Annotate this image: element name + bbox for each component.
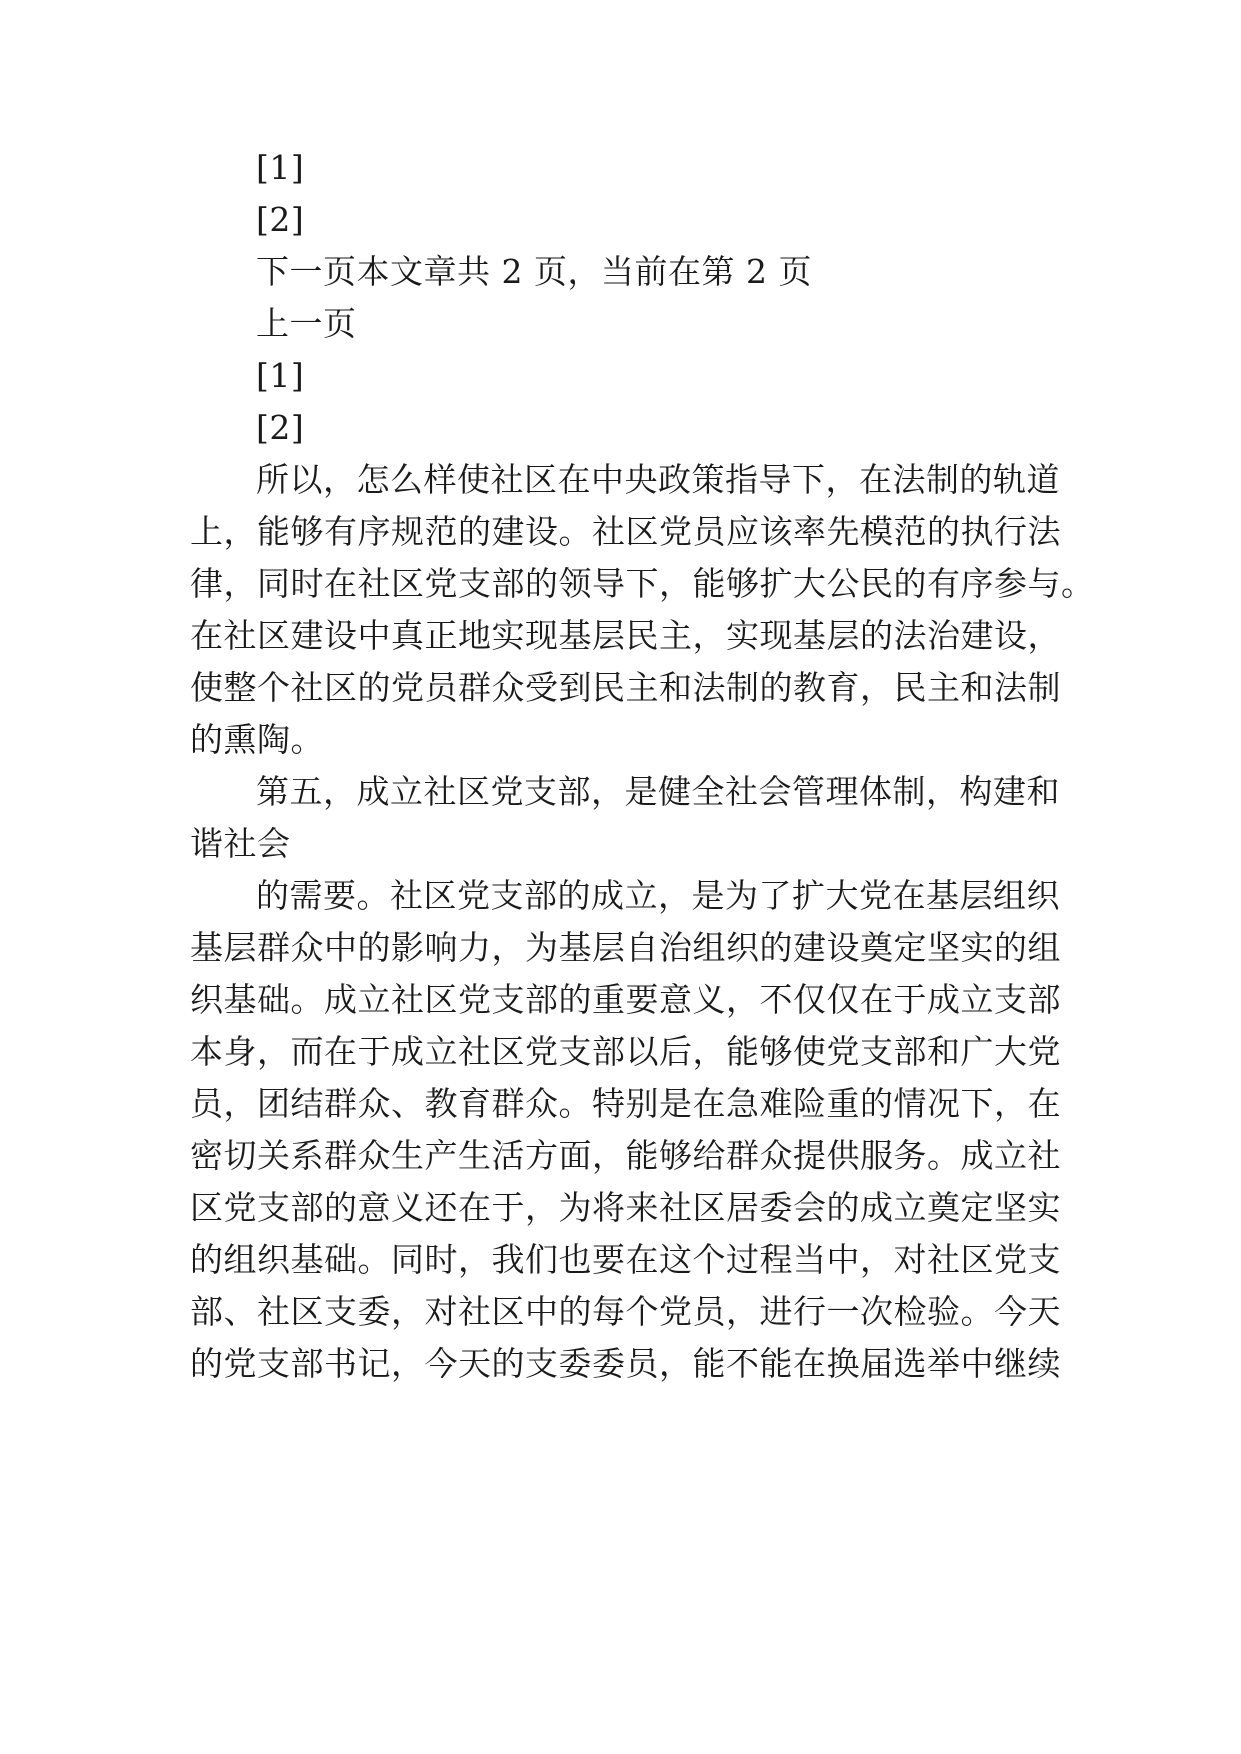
page-link-1-bottom[interactable]: [1] [256,356,305,395]
paragraph-1-line: 在社区建设中真正地实现基层民主，实现基层的法治建设， [190,616,1061,655]
paragraph-3-line: 的党支部书记，今天的支委委员，能不能在换届选举中继续 [190,1344,1061,1383]
paragraph-1-line: 的熏陶。 [190,720,324,759]
page-link-2-bottom[interactable]: [2] [256,408,305,447]
paragraph-3-line: 密切关系群众生产生活方面，能够给群众提供服务。成立社 [190,1136,1061,1175]
page-link-2-top[interactable]: [2] [256,200,305,239]
paragraph-1-line: 所以，怎么样使社区在中央政策指导下，在法制的轨道 [256,460,1060,499]
prev-page-link[interactable]: 上一页 [256,304,357,343]
paragraph-1-line: 律，同时在社区党支部的领导下，能够扩大公民的有序参与。 [190,564,1095,603]
paragraph-3-line: 的组织基础。同时，我们也要在这个过程当中，对社区党支 [190,1240,1061,1279]
paragraph-3-line: 部、社区支委，对社区中的每个党员，进行一次检验。今天 [190,1292,1061,1331]
paragraph-3-line: 区党支部的意义还在于，为将来社区居委会的成立奠定坚实 [190,1188,1061,1227]
paragraph-3-line: 基层群众中的影响力，为基层自治组织的建设奠定坚实的组 [190,928,1061,967]
pagination-info[interactable]: 下一页本文章共 2 页，当前在第 2 页 [256,252,812,291]
paragraph-2-line: 第五，成立社区党支部，是健全社会管理体制，构建和 [256,772,1060,811]
paragraph-1-line: 使整个社区的党员群众受到民主和法制的教育，民主和法制 [190,668,1061,707]
paragraph-2-line: 谐社会 [190,824,291,863]
paragraph-3-line: 的需要。社区党支部的成立，是为了扩大党在基层组织 [256,876,1060,915]
paragraph-3-line: 本身，而在于成立社区党支部以后，能够使党支部和广大党 [190,1032,1061,1071]
paragraph-3-line: 员，团结群众、教育群众。特别是在急难险重的情况下，在 [190,1084,1061,1123]
paragraph-3-line: 织基础。成立社区党支部的重要意义，不仅仅在于成立支部 [190,980,1061,1019]
page-link-1-top[interactable]: [1] [256,148,305,187]
paragraph-1-line: 上，能够有序规范的建设。社区党员应该率先模范的执行法 [190,512,1061,551]
